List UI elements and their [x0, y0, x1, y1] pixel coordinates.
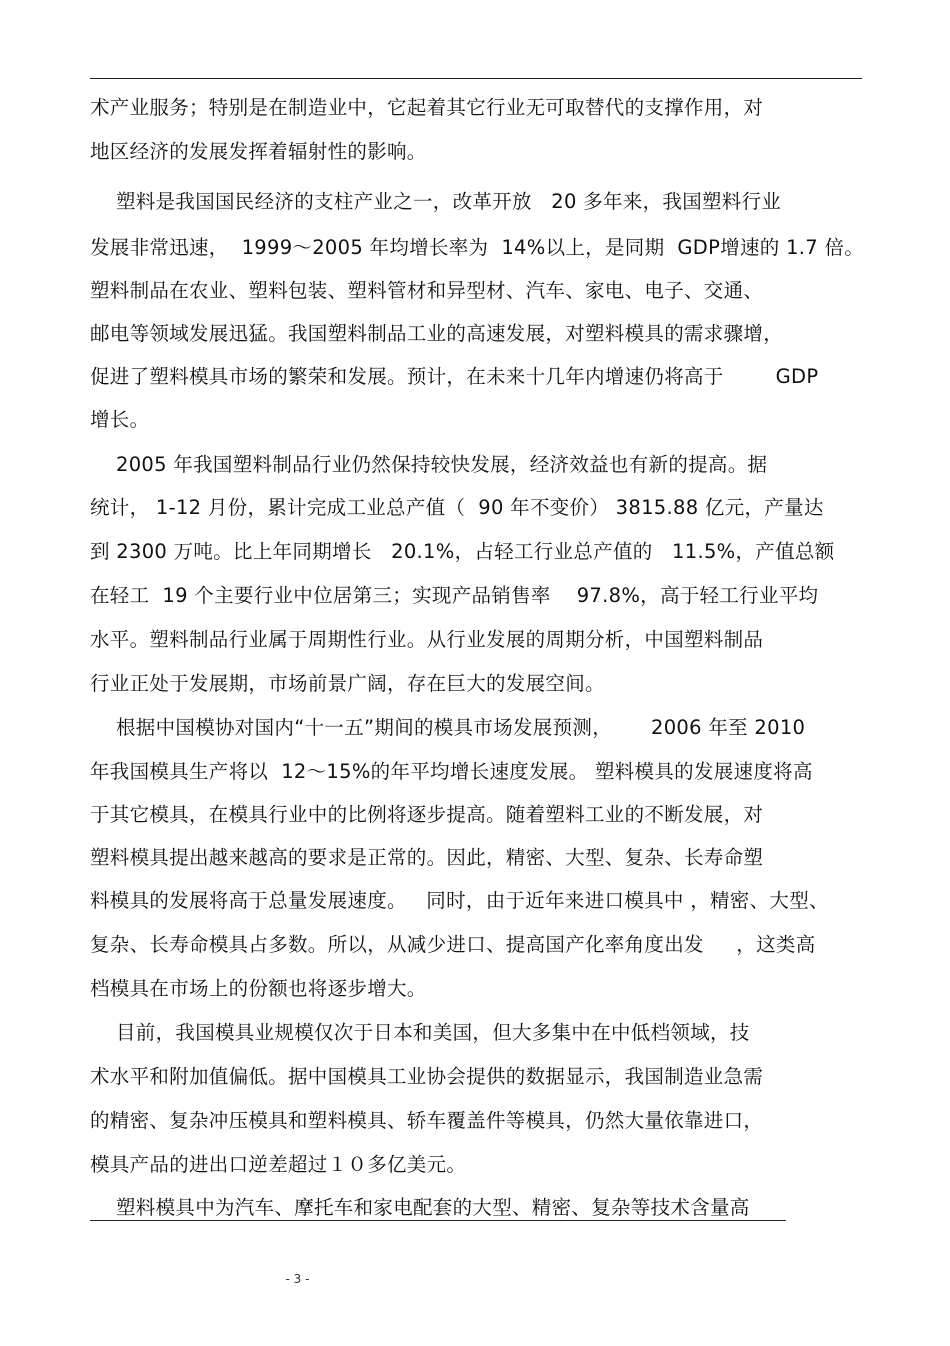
- text-line: 于其它模具，在模具行业中的比例将逐步提高。随着塑料工业的不断发展，对: [90, 803, 764, 826]
- text-line: 发展非常迅速， 1999～2005 年均增长率为 14%以上，是同期 GDP增速的 1.7 倍。: [90, 236, 865, 259]
- text-line: 塑料模具提出越来越高的要求是正常的。因此，精密、大型、复杂、长寿命塑: [90, 846, 764, 869]
- text-line: 地区经济的发展发挥着辐射性的影响。: [90, 140, 427, 163]
- text-line: 2005 年我国塑料制品行业仍然保持较快发展，经济效益也有新的提高。据: [90, 453, 768, 476]
- footer-rule: [90, 1220, 786, 1221]
- header-rule: [90, 78, 862, 79]
- text-line: 塑料制品在农业、塑料包装、塑料管材和异型材、汽车、家电、电子、交通、: [90, 279, 764, 302]
- text-line: 塑料是我国国民经济的支柱产业之一，改革开放 20 多年来，我国塑料行业: [90, 190, 782, 213]
- text-line: 术水平和附加值偏低。据中国模具工业协会提供的数据显示，我国制造业急需: [90, 1065, 764, 1088]
- text-line: 到 2300 万吨。比上年同期增长 20.1%，占轻工行业总产值的 11.5%，产值总额: [90, 540, 835, 563]
- text-line: 塑料模具中为汽车、摩托车和家电配套的大型、精密、复杂等技术含量高: [90, 1196, 750, 1219]
- text-line: 年我国模具生产将以 12～15%的年平均增长速度发展。 塑料模具的发展速度将高: [90, 760, 813, 783]
- text-line: 术产业服务；特别是在制造业中，它起着其它行业无可取替代的支撑作用，对: [90, 96, 764, 119]
- text-line: 行业正处于发展期，市场前景广阔，存在巨大的发展空间。: [90, 672, 605, 695]
- text-line: 料模具的发展将高于总量发展速度。 同时，由于近年来进口模具中 ，精密、大型、: [90, 889, 829, 912]
- text-line: 增长。: [90, 408, 150, 431]
- text-line: 模具产品的进出口逆差超过１０多亿美元。: [90, 1153, 467, 1176]
- text-line: 目前，我国模具业规模仅次于日本和美国，但大多集中在中低档领域，技: [90, 1021, 750, 1044]
- text-line: 邮电等领域发展迅猛。我国塑料制品工业的高速发展，对塑料模具的需求骤增，: [90, 322, 784, 345]
- text-line: 档模具在市场上的份额也将逐步增大。: [90, 977, 427, 1000]
- page-number: - 3 -: [285, 1272, 310, 1286]
- text-line: 促进了塑料模具市场的繁荣和发展。预计，在未来十几年内增速仍将高于 GDP: [90, 365, 819, 388]
- text-line: 根据中国模协对国内“十一五”期间的模具市场发展预测， 2006 年至 2010: [90, 716, 806, 739]
- text-line: 复杂、长寿命模具占多数。所以，从减少进口、提高国产化率角度出发 ，这类高: [90, 933, 816, 956]
- text-line: 在轻工 19 个主要行业中位居第三；实现产品销售率 97.8%，高于轻工行业平均: [90, 584, 819, 607]
- text-line: 的精密、复杂冲压模具和塑料模具、轿车覆盖件等模具，仍然大量依靠进口，: [90, 1109, 764, 1132]
- text-line: 统计， 1-12 月份，累计完成工业总产值（ 90 年不变价） 3815.88 亿元，产量达: [90, 496, 824, 519]
- text-line: 水平。塑料制品行业属于周期性行业。从行业发展的周期分析，中国塑料制品: [90, 628, 764, 651]
